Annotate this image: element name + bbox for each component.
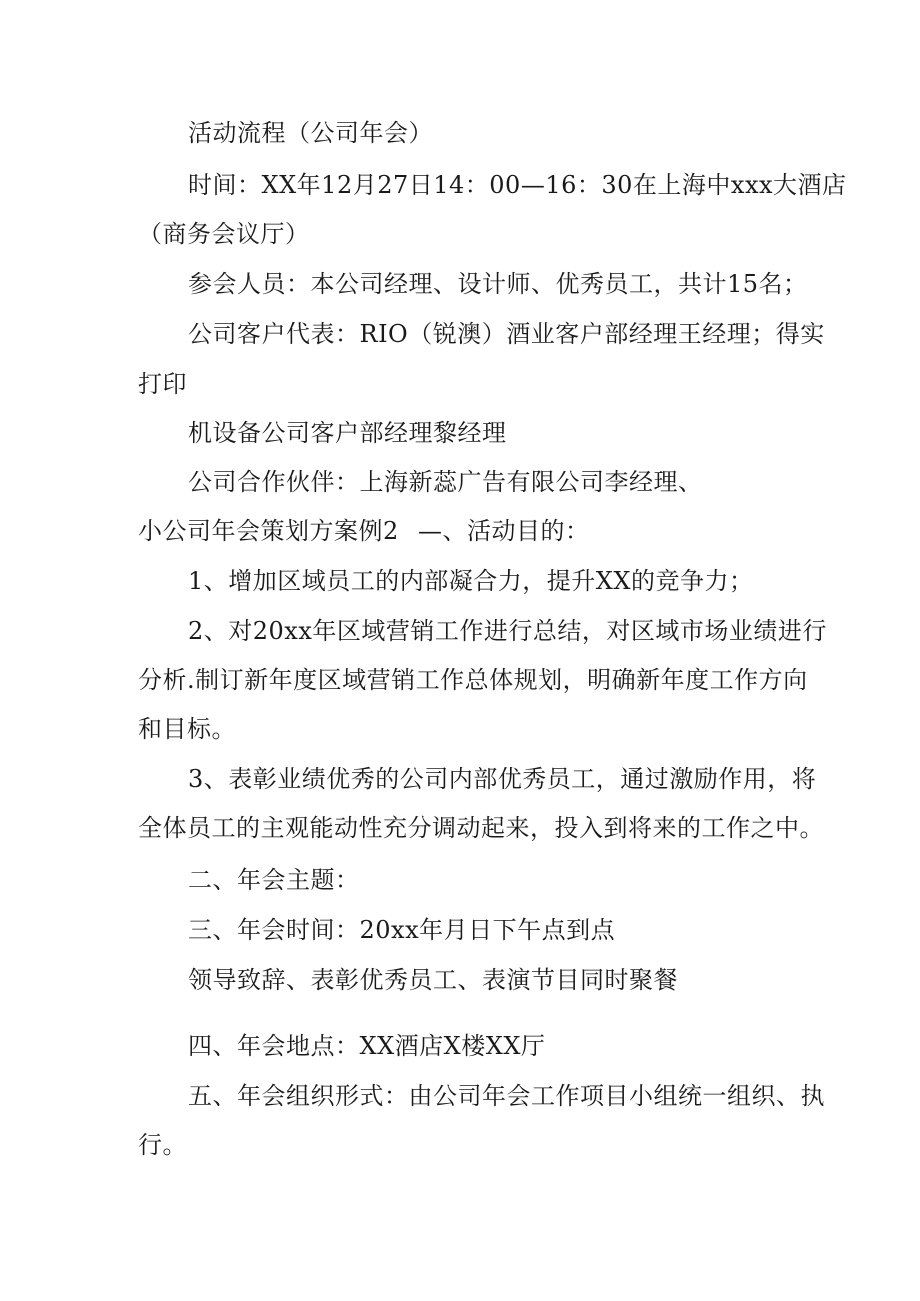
paragraph-program: 领导致辞、表彰优秀员工、表演节目同时聚餐 [188,966,678,994]
paragraph-client-reps-2: 机设备公司客户部经理黎经理 [188,419,507,447]
heading-section-5-continued: 行。 [138,1131,187,1159]
heading-case-title: 小公司年会策划方案例2 [138,517,399,545]
paragraph-client-reps: 公司客户代表：RIO（锐澳）酒业客户部经理王经理；得实 [188,320,825,348]
list-item-3-continued: 全体员工的主观能动性充分调动起来，投入到将来的工作之中。 [138,814,824,842]
paragraph-partners: 公司合作伙伴：上海新蕊广告有限公司李经理、 [188,468,703,496]
heading-section-3: 三、年会时间：20xx年月日下午点到点 [188,916,616,944]
section-title-activity-flow: 活动流程（公司年会） [188,119,433,147]
list-item-2: 2、对20xx年区域营销工作进行总结，对区域市场业绩进行 [188,617,827,645]
paragraph-client-reps-continued: 打印 [138,370,187,398]
heading-section-4: 四、年会地点：XX酒店X楼XX厅 [188,1032,546,1060]
list-item-1: 1、增加区域员工的内部凝合力，提升XX的竞争力； [188,567,754,595]
heading-section-5: 五、年会组织形式：由公司年会工作项目小组统一组织、执 [188,1082,825,1110]
list-item-2-continued-2: 和目标。 [138,715,236,743]
paragraph-time-continued: （商务会议厅） [138,220,310,248]
paragraph-attendees: 参会人员：本公司经理、设计师、优秀员工，共计15名； [188,270,808,298]
heading-section-1: —、活动目的： [418,517,590,545]
heading-section-2: 二、年会主题： [188,866,360,894]
paragraph-time: 时间：XX年12月27日14：00—16：30在上海中xxx大酒店 [188,171,847,199]
list-item-3: 3、表彰业绩优秀的公司内部优秀员工，通过激励作用，将 [188,765,817,793]
list-item-2-continued: 分析.制订新年度区域营销工作总体规划，明确新年度工作方向 [138,666,808,694]
